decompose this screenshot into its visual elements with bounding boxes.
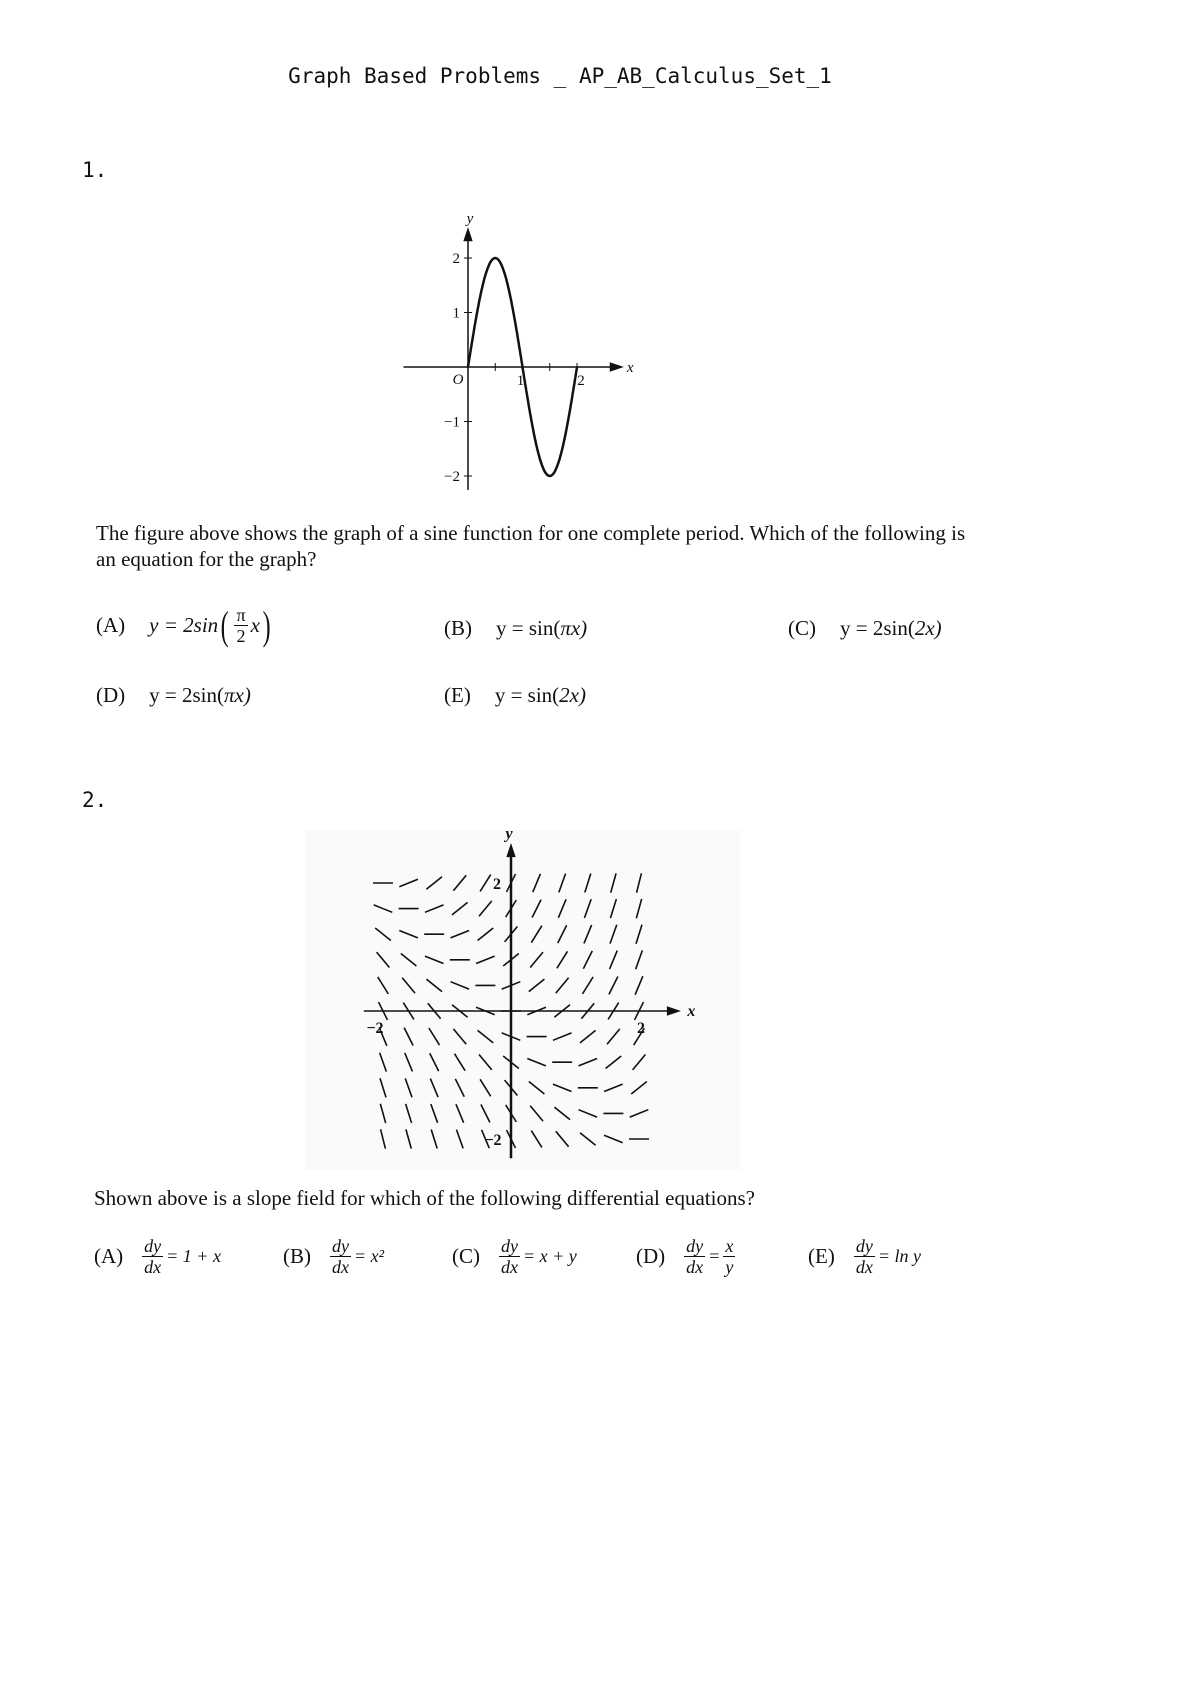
- y-tick-label: −2: [484, 1132, 502, 1149]
- slope-segment: [583, 977, 594, 994]
- slope-segment: [609, 976, 618, 994]
- option-expr: y = 2sin: [149, 613, 219, 637]
- slope-segment: [456, 1104, 464, 1122]
- slope-segment: [478, 928, 494, 940]
- slope-segment: [374, 905, 393, 912]
- q2-option-b[interactable]: [283, 1236, 384, 1277]
- slope-segment: [399, 930, 418, 937]
- slope-segment: [631, 1082, 647, 1094]
- slope-segment: [399, 879, 418, 886]
- y-axis-arrow: [464, 229, 472, 241]
- option-expr: y = 2sin(: [840, 616, 915, 640]
- slope-segment: [529, 979, 545, 991]
- slope-segment: [455, 1054, 466, 1071]
- slope-segment: [456, 1130, 463, 1149]
- slope-segment: [451, 930, 470, 937]
- x-tick-label: −2: [366, 1020, 384, 1037]
- slope-segment: [426, 979, 442, 991]
- x-axis-arrow: [667, 1007, 679, 1015]
- slope-segment: [527, 1058, 546, 1065]
- slope-segment: [430, 1053, 439, 1071]
- slope-segment: [604, 1135, 623, 1142]
- slope-segment: [557, 951, 568, 968]
- question-2-number: 2.: [82, 788, 108, 812]
- slope-segment: [380, 1078, 386, 1097]
- option-letter: (B): [283, 1244, 311, 1268]
- option-letter: (A): [96, 613, 126, 637]
- slope-segment: [556, 978, 569, 993]
- slope-segment: [426, 877, 442, 889]
- slope-segment: [402, 978, 415, 993]
- slope-segment: [584, 899, 591, 918]
- slope-segment: [531, 926, 542, 943]
- frac-num: x: [725, 1236, 734, 1256]
- option-expr: y = sin(: [496, 616, 561, 640]
- slope-segment: [533, 874, 541, 892]
- option-letter: (B): [444, 616, 472, 640]
- slope-segment: [406, 1129, 411, 1148]
- slope-segment: [481, 1104, 490, 1122]
- slope-segment: [378, 977, 389, 994]
- slope-segment: [377, 952, 390, 967]
- option-letter: (E): [808, 1244, 835, 1268]
- option-rhs: = x + y: [523, 1246, 577, 1266]
- option-expr: x: [250, 613, 260, 637]
- slope-segment: [579, 1058, 598, 1065]
- option-expr: πx): [560, 616, 588, 640]
- y-tick-label: 2: [493, 876, 501, 893]
- question-1-number: 1.: [82, 158, 108, 182]
- q1-option-e[interactable]: [444, 683, 586, 708]
- slope-segment: [380, 1104, 385, 1123]
- slope-segment: [476, 956, 495, 963]
- slope-segment: [455, 1079, 464, 1097]
- frac-num: dy: [501, 1236, 518, 1256]
- slope-segment: [431, 1129, 437, 1148]
- x-tick-label: 1: [516, 373, 525, 389]
- slope-segment: [478, 1030, 494, 1042]
- slope-segment: [580, 1030, 596, 1042]
- question-2-text: Shown above is a slope field for which of the following differential equations?: [94, 1186, 755, 1210]
- y-axis-arrow: [507, 845, 515, 857]
- frac-num: dy: [144, 1236, 162, 1256]
- slope-segment: [406, 1104, 412, 1123]
- option-letter: (D): [636, 1244, 666, 1268]
- slope-segment: [636, 950, 643, 969]
- option-letter: (C): [788, 616, 816, 640]
- slope-segment: [554, 1107, 570, 1119]
- q2-option-d[interactable]: [636, 1236, 738, 1277]
- frac-den: dx: [332, 1257, 349, 1277]
- q2-option-c[interactable]: [452, 1236, 577, 1277]
- slope-segment: [529, 1082, 545, 1094]
- frac-num: dy: [686, 1236, 704, 1256]
- option-rhs: = ln y: [877, 1246, 921, 1266]
- origin-label: O: [452, 372, 464, 388]
- y-tick-label: 2: [452, 251, 460, 267]
- q1-option-a[interactable]: (A) y = 2sin ( $\frac{\pi}{2}$ x ): [96, 602, 271, 648]
- frac-den: dx: [686, 1257, 704, 1277]
- option-letter: (D): [96, 683, 126, 707]
- slope-segment: [607, 1029, 620, 1044]
- slope-segment: [611, 873, 616, 892]
- slope-segment: [637, 873, 642, 892]
- slope-segment: [558, 925, 567, 943]
- slope-field-graph: [305, 830, 740, 1170]
- slope-segment: [480, 1079, 491, 1096]
- slope-segment: [585, 873, 591, 892]
- option-letter: (C): [452, 1244, 480, 1268]
- option-rhs: = x²: [354, 1246, 385, 1266]
- frac-den: y: [725, 1257, 734, 1277]
- frac-den: dx: [501, 1257, 518, 1277]
- frac-den: dx: [855, 1257, 873, 1277]
- slope-segment: [531, 1131, 542, 1148]
- q2-option-e[interactable]: [808, 1236, 921, 1277]
- y-tick-label: 1: [452, 305, 460, 322]
- slope-segment: [453, 875, 466, 890]
- slope-segment: [635, 976, 643, 994]
- frac-num: π: [236, 605, 246, 625]
- slope-segment: [604, 1084, 623, 1091]
- option-expr: y = sin(: [494, 683, 560, 707]
- slope-segment: [610, 951, 618, 969]
- slope-segment: [558, 899, 566, 917]
- slope-segment: [636, 899, 641, 918]
- x-axis-label: x: [626, 360, 634, 376]
- slope-segment: [479, 901, 492, 916]
- option-expr: 2x): [914, 616, 942, 640]
- option-rhs: = 1 + x: [166, 1246, 221, 1266]
- page-title: Graph Based Problems _ AP_AB_Calculus_Set_1: [288, 64, 832, 88]
- slope-segment: [630, 1110, 649, 1117]
- x-axis-label: x: [687, 1003, 696, 1020]
- option-expr: 2x): [559, 683, 586, 707]
- slope-segment: [606, 1056, 622, 1068]
- slope-segment: [480, 875, 491, 892]
- option-expr: πx): [224, 683, 251, 707]
- slope-segment: [479, 1055, 492, 1070]
- y-axis-label: y: [505, 830, 513, 843]
- slope-segment: [559, 874, 566, 893]
- option-letter: (A): [94, 1244, 124, 1268]
- sine-graph: [400, 200, 650, 490]
- slope-segment: [430, 1079, 438, 1097]
- slope-segment: [405, 1053, 413, 1071]
- q1-option-b[interactable]: [444, 616, 587, 641]
- frac-den: dx: [144, 1257, 162, 1277]
- slope-segment: [610, 899, 616, 918]
- frac-num: dy: [332, 1236, 349, 1256]
- q2-option-a[interactable]: [94, 1236, 221, 1277]
- slope-segment: [401, 954, 417, 966]
- slope-segment: [610, 925, 617, 944]
- q1-option-c[interactable]: [788, 616, 942, 641]
- slope-segment: [636, 925, 642, 944]
- slope-segment: [633, 1055, 646, 1070]
- slope-segment: [553, 1084, 572, 1091]
- slope-segment: [404, 1028, 413, 1046]
- slope-segment: [530, 1106, 543, 1121]
- y-tick-label: −2: [444, 469, 460, 485]
- option-rhs: =: [708, 1246, 721, 1266]
- slope-segment: [405, 1078, 412, 1097]
- x-tick-label: 2: [637, 1020, 645, 1037]
- slope-segment: [579, 1110, 598, 1117]
- slope-segment: [580, 1133, 596, 1145]
- slope-segment: [553, 1033, 572, 1040]
- slope-segment: [375, 928, 391, 940]
- slope-segment: [530, 952, 543, 967]
- slope-segment: [583, 951, 592, 969]
- question-1-text: The figure above shows the graph of a sine function for one complete period. Which of the following is an equation for the graph?: [96, 521, 966, 571]
- slope-segment: [380, 1053, 387, 1072]
- slope-segment: [425, 956, 444, 963]
- slope-segment: [381, 1129, 386, 1148]
- slope-segment: [429, 1028, 440, 1045]
- slope-segment: [431, 1104, 438, 1123]
- option-letter: (E): [444, 683, 471, 707]
- slope-segment: [584, 925, 592, 943]
- y-tick-label: −1: [444, 414, 460, 431]
- x-axis-arrow: [610, 363, 622, 371]
- slope-segment: [451, 982, 470, 989]
- slope-segment: [452, 902, 468, 914]
- q1-option-d[interactable]: [96, 683, 251, 708]
- frac-den: 2: [236, 626, 246, 646]
- slope-segment: [532, 900, 541, 918]
- slope-segment: [425, 905, 444, 912]
- option-expr: y = 2sin(: [149, 683, 224, 707]
- slope-segment: [453, 1029, 466, 1044]
- y-axis-label: y: [466, 210, 474, 227]
- frac-num: dy: [855, 1236, 873, 1256]
- slope-segment: [556, 1131, 569, 1146]
- x-tick-label: 2: [577, 373, 585, 389]
